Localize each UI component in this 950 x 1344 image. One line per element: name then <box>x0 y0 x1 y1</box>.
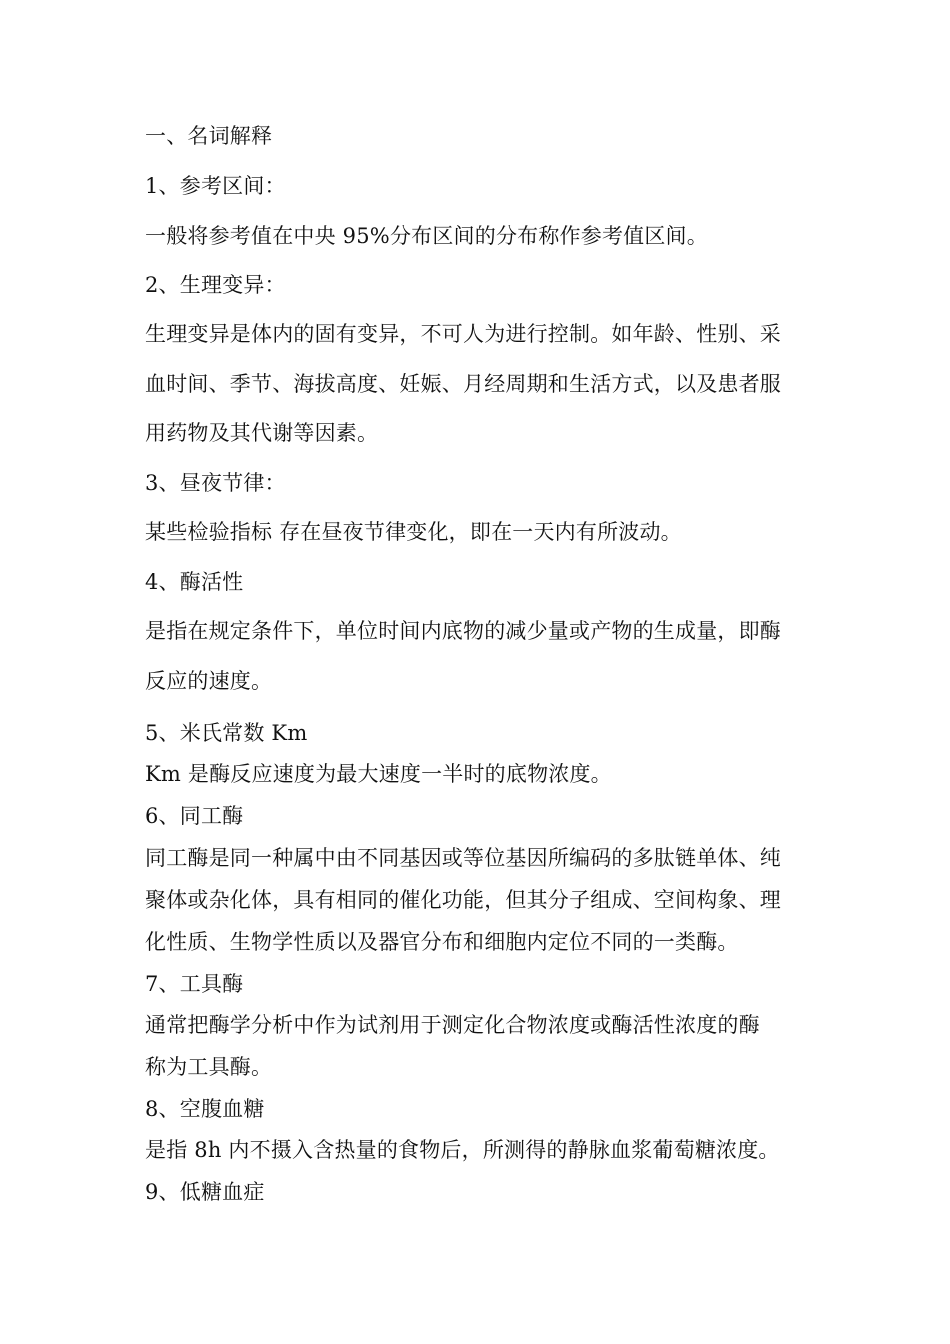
definition-line: 是指 8h 内不摄入含热量的食物后，所测得的静脉血浆葡萄糖浓度。 <box>145 1138 780 1162</box>
definition-line: 用药物及其代谢等因素。 <box>145 421 379 445</box>
definition-line: Km 是酶反应速度为最大速度一半时的底物浓度。 <box>145 762 612 786</box>
term-heading-1: 1、参考区间： <box>145 174 286 198</box>
term-heading-4: 4、酶活性 <box>145 570 244 594</box>
definition-line: 聚体或杂化体，具有相同的催化功能，但其分子组成、空间构象、理 <box>145 888 781 912</box>
definition-line: 反应的速度。 <box>145 669 273 693</box>
term-heading-6: 6、同工酶 <box>145 804 244 828</box>
definition-line: 是指在规定条件下，单位时间内底物的减少量或产物的生成量，即酶 <box>145 619 781 643</box>
term-heading-8: 8、空腹血糖 <box>145 1097 265 1121</box>
definition-line: 通常把酶学分析中作为试剂用于测定化合物浓度或酶活性浓度的酶 <box>145 1013 760 1037</box>
section-heading: 一、名词解释 <box>145 124 273 148</box>
definition-line: 血时间、季节、海拔高度、妊娠、月经周期和生活方式，以及患者服 <box>145 372 781 396</box>
term-heading-5: 5、米氏常数 Km <box>145 721 308 745</box>
definition-line: 生理变异是体内的固有变异，不可人为进行控制。如年龄、性别、采 <box>145 322 781 346</box>
definition-line: 某些检验指标 存在昼夜节律变化，即在一天内有所波动。 <box>145 520 682 544</box>
term-heading-2: 2、生理变异： <box>145 273 286 297</box>
definition-line: 称为工具酶。 <box>145 1055 273 1079</box>
term-heading-7: 7、工具酶 <box>145 972 244 996</box>
term-heading-3: 3、昼夜节律： <box>145 471 286 495</box>
definition-line: 一般将参考值在中央 95%分布区间的分布称作参考值区间。 <box>145 224 708 248</box>
definition-line: 化性质、生物学性质以及器官分布和细胞内定位不同的一类酶。 <box>145 930 739 954</box>
term-heading-9: 9、低糖血症 <box>145 1180 265 1204</box>
definition-line: 同工酶是同一种属中由不同基因或等位基因所编码的多肽链单体、纯 <box>145 846 781 870</box>
